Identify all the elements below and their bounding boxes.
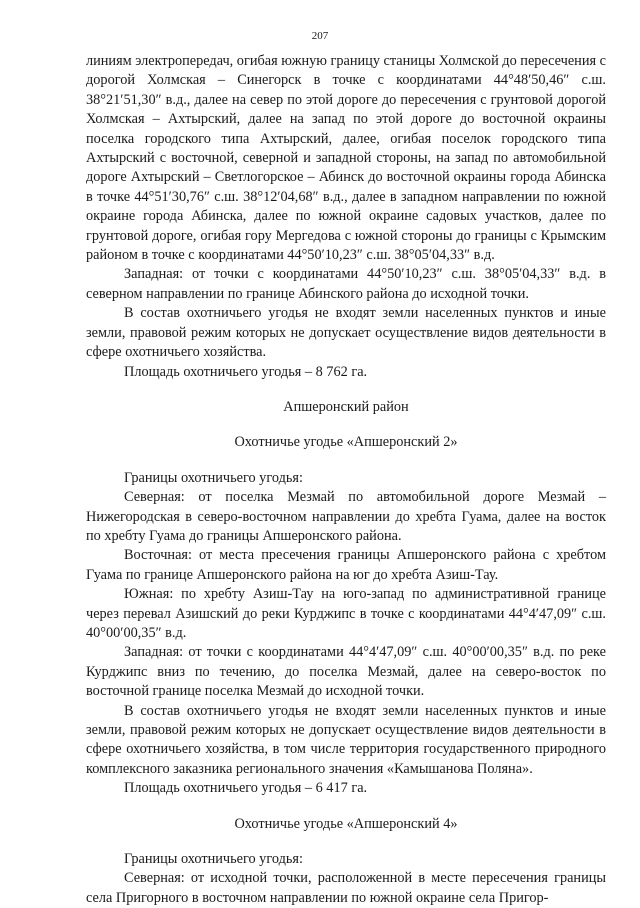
paragraph-western-boundary: Западная: от точки с координатами 44°4′47,09″ с.ш. 40°00′00,35″ в.д. по реке Курджипс вниз по течению, до поселка Мезмай, далее на северо-восток по восточной границе поселка Мезмай до исходной точки. xyxy=(86,644,606,700)
district-heading: Апшеронский район xyxy=(283,398,409,415)
paragraph-southern-boundary: Южная: по хребту Азиш-Тау на юго-запад по административной границе через перевал Азишский до реки Курджипс в точке с координатами 44°4′47,09″ с.ш. 40°00′00,35″ в.д. xyxy=(86,586,606,641)
paragraph-area: Площадь охотничьего угодья – 6 417 га. xyxy=(124,780,368,797)
paragraph-boundary-continuation: линиям электропередач, огибая южную границу станицы Холмской до пересечения с дорогой Холмская – Синегорск в точке с координатами 44°48′50,46″ с.ш. 38°21′51,30″ в.д., далее на север по этой дороге до пересечения с грунтовой дорогой Холмская – Ахтырский, далее на запад по этой дороге до восточной окраины поселка городского типа Ахтырский, далее, огибая поселок городского типа Ахтырский с восточной, северной и западной стороны, на запад по автомобильной дороге Ахтырский – Светлогорское – Абинск до восточной окраины города Абинска в точке 44°51′30,76″ с.ш. 38°12′04,68″ в.д., далее в западном направлении по южной окраине города Абинска, далее по южной окраине садовых участков, далее по грунтовой дороге, огибая гору Мергедова с южной стороны до границы с Крымским районом в точке с координатами 44°50′10,23″ с.ш. 38°05′04,33″ в.д. xyxy=(86,53,606,264)
section-heading-apsheronsky-2: Охотничье угодье «Апшеронский 2» xyxy=(234,434,458,451)
paragraph-northern-boundary: Северная: от поселка Мезмай по автомобильной дороге Мезмай – Нижегородская в северо-восточном направлении до хребта Гуама, далее на восток по хребту Гуама до границы Апшеронского района. xyxy=(86,489,606,544)
paragraph-excluded-lands: В состав охотничьего угодья не входят земли населенных пунктов и иные земли, правовой режим которых не допускает осуществление видов деятельности в сфере охотничьего хозяйства, в том числе территория государственного природного комплексного заказника регионального значения «Камышанова Поляна». xyxy=(86,702,606,777)
paragraph-area: Площадь охотничьего угодья – 8 762 га. xyxy=(124,363,368,380)
paragraph-eastern-boundary: Восточная: от места пресечения границы Апшеронского района с хребтом Гуама по границе Апшеронского района на юг до хребта Азиш-Тау. xyxy=(86,547,606,583)
document-body xyxy=(86,52,606,908)
paragraph-boundaries-label: Границы охотничьего угодья: xyxy=(124,469,303,486)
paragraph-boundaries-label: Границы охотничьего угодья: xyxy=(124,851,303,868)
paragraph-northern-boundary: Северная: от исходной точки, расположенной в месте пересечения границы села Пригорного в восточном направлении по южной окраине села Пригор- xyxy=(86,870,606,906)
paragraph-excluded-lands: В состав охотничьего угодья не входят земли населенных пунктов и иные земли, правовой режим которых не допускает осуществление видов деятельности в сфере охотничьего хозяйства. xyxy=(86,305,606,361)
paragraph-western-boundary: Западная: от точки с координатами 44°50′10,23″ с.ш. 38°05′04,33″ в.д. в северном направлении по границе Абинского района до исходной точки. xyxy=(86,266,606,302)
page-number: 207 xyxy=(311,30,329,42)
section-heading-apsheronsky-4: Охотничье угодье «Апшеронский 4» xyxy=(234,815,458,832)
